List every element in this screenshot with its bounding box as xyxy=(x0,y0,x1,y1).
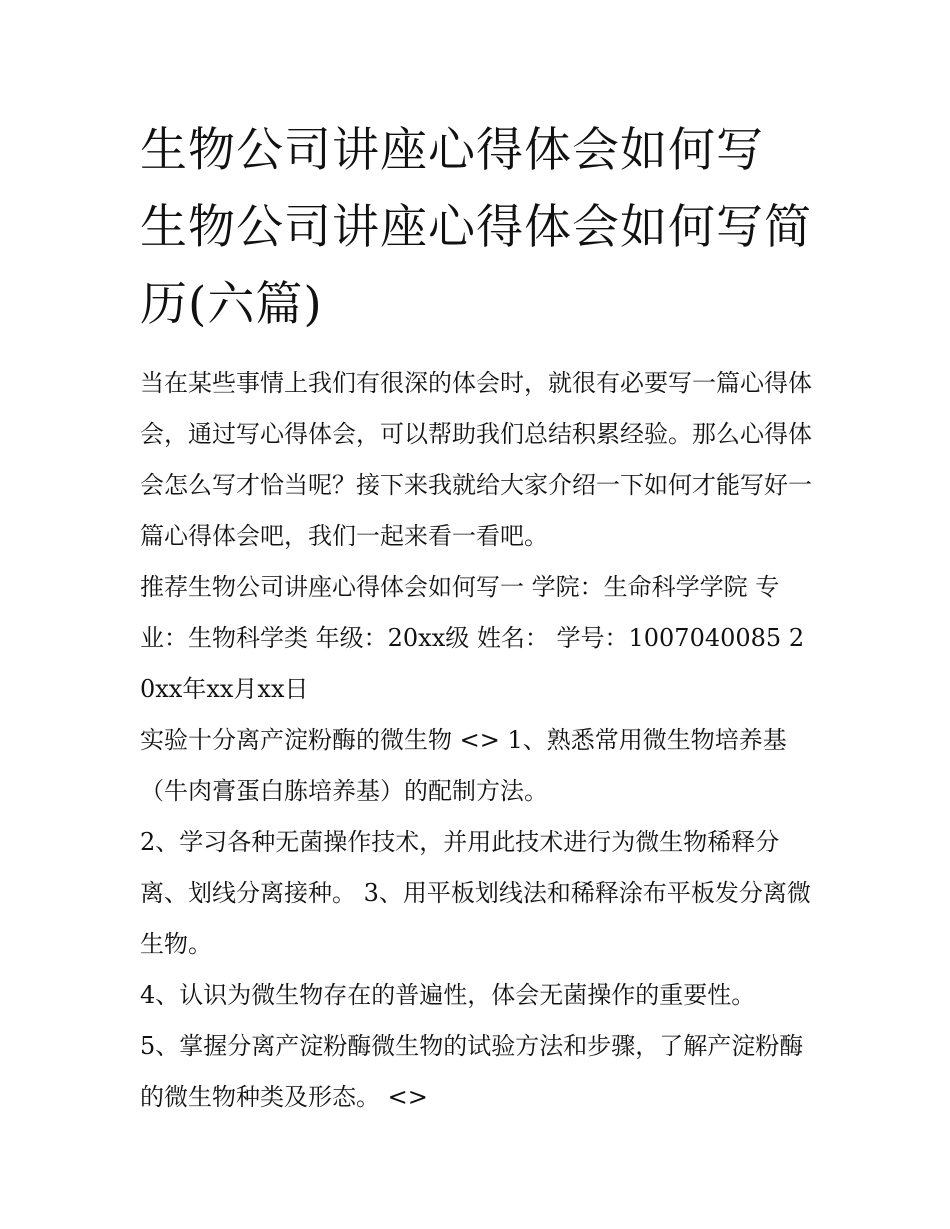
step-4-paragraph: 4、认识为微生物存在的普遍性，体会无菌操作的重要性。 xyxy=(140,981,756,1009)
intro-paragraph: 当在某些事情上我们有很深的体会时，就很有必要写一篇心得体会，通过写心得体会，可以帮助我们总结积累经验。那么心得体会怎么写才恰当呢？接下来我就给大家介绍一下如何才能写好一篇心得体会吧，我们一起来看一看吧。 xyxy=(140,369,812,550)
document-title: 生物公司讲座心得体会如何写 生物公司讲座心得体会如何写简历(六篇) xyxy=(140,123,812,332)
step-2-paragraph: 2、学习各种无菌操作技术，并用此技术进行为微生物稀释分离、划线分离接种。 3、用平板划线法和稀释涂布平板发分离微生物。 xyxy=(140,828,811,958)
document-page xyxy=(140,112,815,1123)
experiment-paragraph: 实验十分离产淀粉酶的微生物 <> 1、熟悉常用微生物培养基（牛肉膏蛋白胨培养基）的配制方法。 xyxy=(140,726,787,805)
student-info-paragraph: 推荐生物公司讲座心得体会如何写一 学院：生命科学学院 专业：生物科学类 年级：20xx级 姓名： 学号：1007040085 20xx年xx月xx日 xyxy=(140,573,805,703)
step-5-paragraph: 5、掌握分离产淀粉酶微生物的试验方法和步骤，了解产淀粉酶的微生物种类及形态。 <> xyxy=(140,1032,804,1111)
